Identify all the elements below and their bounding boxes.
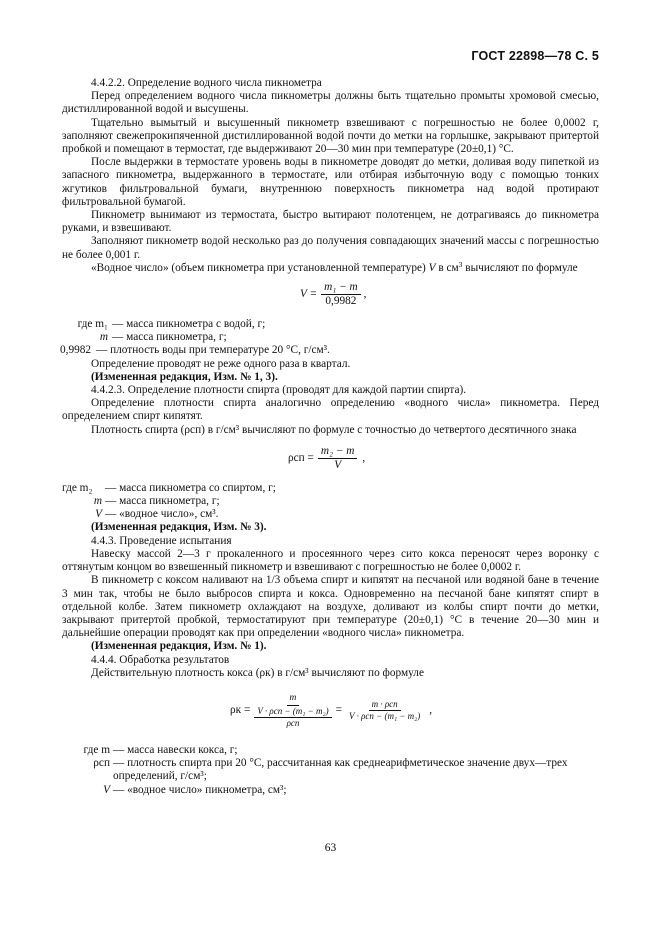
page-content — [62, 77, 599, 797]
where-list — [62, 318, 599, 358]
where-label: V — [95, 508, 102, 521]
where-row — [62, 744, 599, 757]
where-label: где m — [83, 743, 110, 756]
formula-tail: , — [363, 287, 367, 300]
where-text: — плотность спирта при 20 °С, рассчитанная как среднеарифметическое значение двух—трех определений, г/см³; — [113, 757, 568, 783]
where-text: — «водное число» пикнометра, см³; — [113, 783, 287, 796]
formula-fraction-compound — [254, 692, 331, 729]
formula-alcohol-density — [62, 442, 599, 476]
text-run: в см — [435, 261, 459, 274]
variable: V — [428, 261, 436, 274]
page-number: 63 — [324, 842, 337, 854]
paragraph: Определение плотности спирта аналогично определению «водного числа» пикнометра. Перед определением спирт кипятят. — [62, 397, 599, 423]
where-label: V — [103, 783, 110, 796]
where-text: — масса пикнометра с водой, г; — [112, 318, 266, 331]
formula-denominator: 0,9982 — [325, 295, 357, 308]
where-row — [62, 482, 599, 495]
where-label: m — [93, 495, 102, 508]
paragraph: В пикнометр с коксом наливают на 1/3 объема спирт и кипятят на песчаной или водяной бане в течение 3 мин так, чтобы не было выбросов спирта и кокса. Одновременно на песчаной бане кипятят спирт в отдельной колбе. Затем пикнометр охлаждают на воздухе, доливают из колбы спирт почти до метки, закрывают притертой пробкой, термостатируют при температуре (20±0,1) °С в течение 20—30 мин и дальнейшие операции проводят как при определении «водного числа» пикнометра. — [62, 574, 599, 640]
formula-tail: , — [429, 703, 433, 716]
formula-tail: , — [362, 451, 366, 464]
formula-lhs: ρсп = — [288, 451, 314, 464]
where-row — [62, 757, 599, 783]
formula-equals: = — [335, 703, 342, 716]
formula-lhs: ρк = — [230, 703, 251, 716]
page-header: ГОСТ 22898—78 С. 5 — [471, 49, 599, 63]
paragraph: Определение проводят не реже одного раза в квартал. — [91, 357, 351, 370]
edition-note: (Измененная редакция, Изм. № 3). — [91, 521, 267, 534]
formula-denominator: V — [334, 458, 342, 471]
formula-numerator: m — [287, 692, 300, 706]
paragraph: Плотность спирта (ρсп) в г/см³ вычисляют по формуле с точностью до четвертого десятичного знака — [91, 423, 577, 436]
text-run: вычисляют по формуле — [462, 261, 578, 274]
section-heading: 4.4.2.3. Определение плотности спирта (проводят для каждой партии спирта). — [91, 384, 467, 397]
paragraph: Перед определением водного числа пикнометры должны быть тщательно промыты хромовой смесью, дистиллированной водой и высушены. — [62, 90, 599, 116]
formula-inner-numerator: V · ρсп − (m₁ − m₂) — [254, 706, 331, 718]
where-label: где m₁ — [77, 318, 108, 331]
where-label: m — [99, 331, 108, 344]
formula-denominator: V · ρсп − (m₁ − m₂) — [349, 710, 421, 721]
where-row — [62, 508, 599, 521]
where-text: — плотность воды при температуре 20 °С, г/см³. — [96, 344, 330, 357]
paragraph: Тщательно вымытый и высушенный пикнометр взвешивают с погрешностью не более 0,0002 г, заполняют свежепрокипяченной дистиллированной водой почти до метки на горлышке, закрывают притертой пробкой и помещают в термостат, где выдерживают 20—30 мин при температуре (20±0,1) °С. — [62, 116, 599, 156]
paragraph: Заполняют пикнометр водой несколько раз до получения совпадающих значений массы с погрешностью не более 0,001 г. — [62, 235, 599, 261]
text-run: «Водное число» (объем пикнометра при установленной температуре) — [91, 261, 429, 274]
formula-fraction — [346, 699, 423, 722]
formula-coke-density — [62, 688, 599, 738]
where-text: — масса пикнометра, г; — [105, 495, 220, 508]
edition-note: (Измененная редакция, Изм. № 1). — [91, 640, 267, 653]
superscript: 3 — [458, 259, 463, 269]
formula-fraction — [321, 281, 361, 308]
where-label: ρсп — [93, 757, 110, 770]
formula-water-number — [62, 280, 599, 312]
where-text: — масса пикнометра со спиртом, г; — [105, 481, 276, 494]
where-row — [62, 495, 599, 508]
section-heading: 4.4.2.2. Определение водного числа пикнометра — [91, 77, 322, 89]
where-row — [60, 318, 599, 331]
section-heading: 4.4.3. Проведение испытания — [91, 534, 232, 547]
edition-note: (Измененная редакция, Изм. № 1, 3). — [91, 370, 278, 383]
paragraph — [62, 259, 599, 275]
formula-numerator: m₂ − m — [318, 445, 358, 459]
where-label: где m₂ — [62, 481, 93, 494]
section-heading: 4.4.4. Обработка результатов — [91, 653, 230, 666]
where-label: 0,9982 — [60, 344, 92, 357]
formula-inner-denominator: ρсп — [286, 717, 300, 728]
where-row — [60, 331, 599, 344]
formula-fraction — [318, 445, 358, 472]
formula-inner-fraction — [254, 706, 331, 729]
formula-numerator: m · ρсп — [369, 699, 401, 711]
formula-numerator: m₁ − m — [321, 281, 361, 295]
paragraph: Действительную плотность кокса (ρк) в г/см³ вычисляют по формуле — [91, 666, 424, 679]
formula-lhs: V = — [300, 287, 318, 300]
where-list — [62, 482, 599, 522]
where-row — [60, 344, 599, 357]
where-list — [62, 744, 599, 797]
where-text: — масса навески кокса, г; — [113, 743, 238, 756]
paragraph: Навеску массой 2—3 г прокаленного и просеянного через сито кокса переносят через воронку с оттянутым концом во взвешенный пикнометр и взвешивают с погрешностью не более 0,0002 г. — [62, 547, 599, 574]
formula-denominator — [254, 706, 331, 729]
paragraph: После выдержки в термостате уровень воды в пикнометре доводят до метки, доливая воду пипеткой из запасного пикнометра, выдержанного в термостате, или отбирая избыточную воду с помощью тонких жгутиков фильтровальной бумаги, внутреннюю поверхность пикнометра над водой протирают фильтровальной бумагой. — [62, 156, 599, 208]
paragraph: Пикнометр вынимают из термостата, быстро вытирают полотенцем, не дотрагиваясь до пикнометра руками, и взвешивают. — [62, 209, 599, 235]
where-text: — масса пикнометра, г; — [112, 331, 227, 344]
where-row — [62, 784, 599, 797]
where-text: — «водное число», см³. — [105, 508, 219, 521]
